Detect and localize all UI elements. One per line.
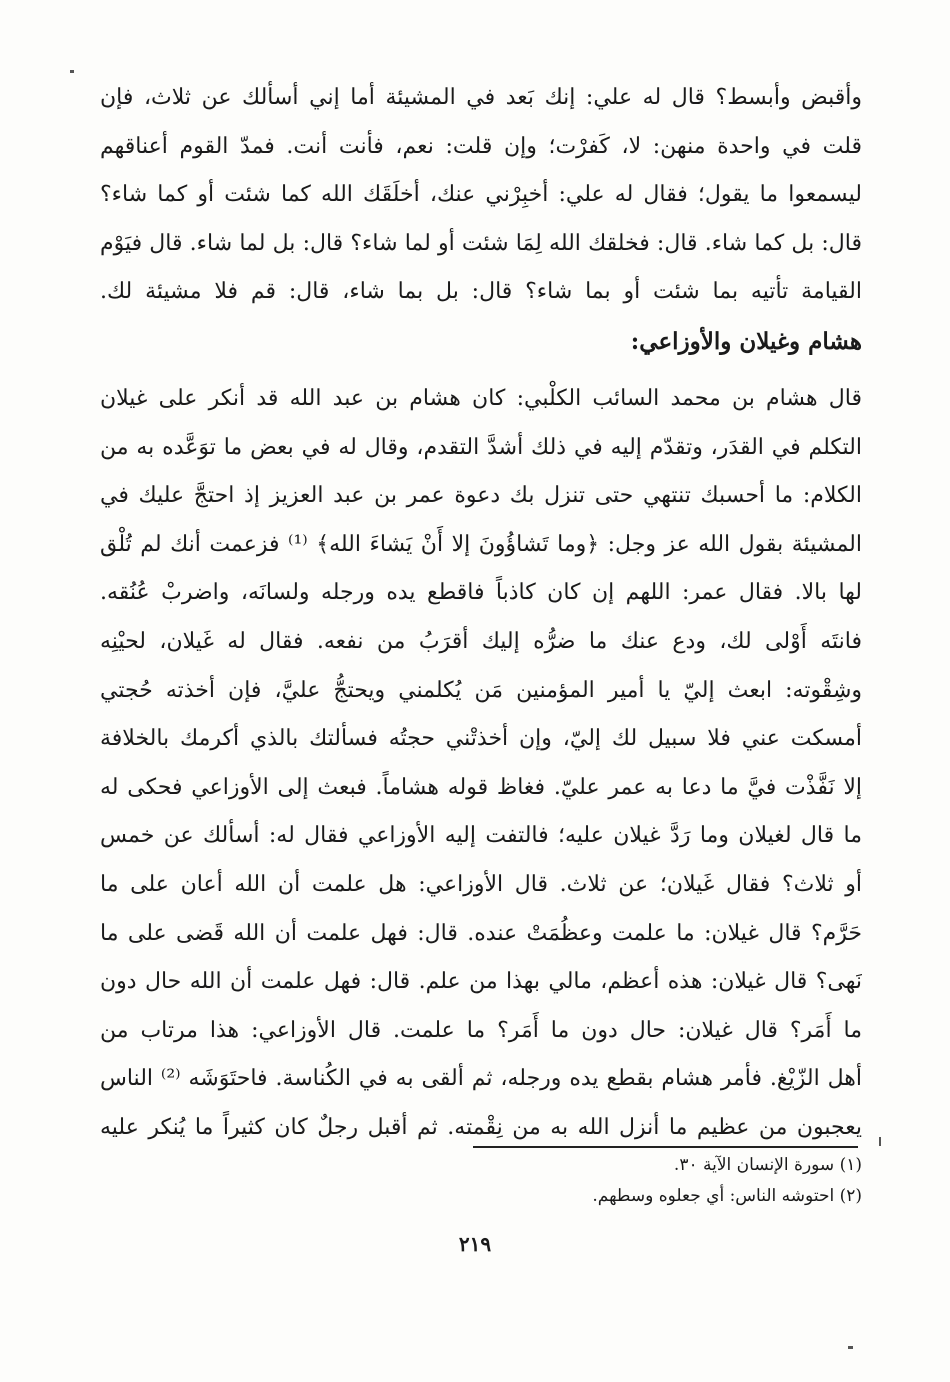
text-line: ليسمعوا ما يقول؛ فقال له علي: أخبِرْني عنك، أخلَقَك الله كما شئت أو كما شاء؟ (100, 182, 862, 208)
paragraph-top (100, 74, 862, 317)
text-line: وأقبض وأبسط؟ قال له علي: إنك بَعد في المشيئة أما إني أسألك عن ثلاث، فإن (100, 85, 862, 110)
text-line: فانتَه أَوْلى لك، ودع عنك ما ضرُّه إليك أقرَبُ من نفعه. فقال له غَيلان، لحيْنِه (100, 628, 862, 654)
scan-speck (848, 1346, 853, 1349)
scan-speck (879, 1137, 881, 1146)
text-line: وشِقْوته: ابعث إليّ يا أمير المؤمنين مَن يُكلمني ويحتجُّ عليَّ، فإن أخذته حُجتي (100, 677, 862, 703)
text-line: قال هشام بن محمد السائب الكلْبي: كان هشام بن عبد الله قد أنكر على غيلان (100, 386, 862, 411)
text-line: القيامة تأتيه بما شئت أو بما شاء؟ قال: بل بما شاء، قال: قم فلا مشيئة لك. (100, 279, 862, 305)
text-line: أهل الزّيْغ. فأمر هشام بقطع يده ورجله، ثم ألقى به في الكُناسة. فاحتَوَشَه ⁽²⁾ الناس (100, 1066, 862, 1092)
text-line: قال: بل كما شاء. قال: فخلقك الله لِمَا شئت أو لما شاء؟ قال: بل لما شاء. قال فيَوْم (100, 230, 862, 256)
text-line: أو ثلاث؟ فقال غَيلان؛ عن ثلاث. قال الأوزاعي: هل علمت أن الله أعان على ما (100, 871, 862, 897)
text-line: الكلام: ما أحسبك تنتهي حتى تنزل بك دعوة عمر بن عبد العزيز إذ احتجَّ عليك في (100, 483, 862, 509)
text-line: ما قال لغيلان وما رَدَّ غيلان عليه؛ فالتفت إليه الأوزاعي فقال له: أسألك عن خمس (100, 823, 862, 849)
text-line: التكلم في القدَر، وتقدّم إليه في ذلك أشدَّ التقدم، وقال له في بعض ما توَعَّده به من (100, 434, 862, 460)
section-heading: هشام وغيلان والأوزاعي: (630, 328, 862, 355)
text-line: ما أَمَر؟ قال غيلان: حال دون ما أَمَر؟ ما علمت. قال الأوزاعي: هذا مرتاب من (100, 1017, 862, 1043)
footnote-divider (473, 1146, 858, 1148)
paragraph-main (100, 375, 862, 1153)
text-line: أمسكت عني فلا سبيل لك إليّ، وإن أخذتْني حجتُه فسألتك بالذي أكرمك بالخلافة (100, 726, 862, 752)
footnote-1: (١) سورة الإنسان الآية ٣٠. (673, 1155, 862, 1175)
page-number: ٢١٩ (458, 1232, 492, 1256)
text-line: يعجبون من عظيم ما أنزل الله به من نِقْمته. ثم أقبل رجلٌ كان كثيراً ما يُنكر عليه (100, 1114, 862, 1140)
text-line: المشيئة بقول الله عز وجل: ﴿وما تَشاؤُونَ إلا أَنْ يَشاءَ الله﴾ ⁽¹⁾ فزعمت أنك لم تُلْق (100, 531, 862, 557)
text-line: قلت في واحدة منهن: لا، كَفرْت؛ وإن قلت: نعم، فأنت أنت. فمدّ القوم أعناقهم (100, 133, 862, 159)
scan-speck (70, 70, 74, 73)
text-line: حَرَّم؟ قال غيلان: ما علمت وعظُمَتْ عنده. قال: فهل علمت أن الله قَضى على ما (100, 920, 862, 946)
text-line: نَهى؟ قال غيلان: هذه أعظم، مالي بهذا من علم. قال: فهل علمت أن الله حال دون (100, 969, 862, 995)
footnote-2: (٢) احتوشه الناس: أي جعلوه وسطهم. (592, 1186, 862, 1206)
text-line: لها بالا. فقال عمر: اللهم إن كان كاذباً فاقطع يده ورجله ولسانَه، واضربْ عُنُقه. (100, 580, 862, 606)
footnotes (442, 1150, 862, 1212)
text-line: إلا نَفَّذْت فيَّ ما دعا به عمر عليّ. فغاظ قوله هشاماً. فبعث إلى الأوزاعي فحكى له (100, 774, 862, 800)
